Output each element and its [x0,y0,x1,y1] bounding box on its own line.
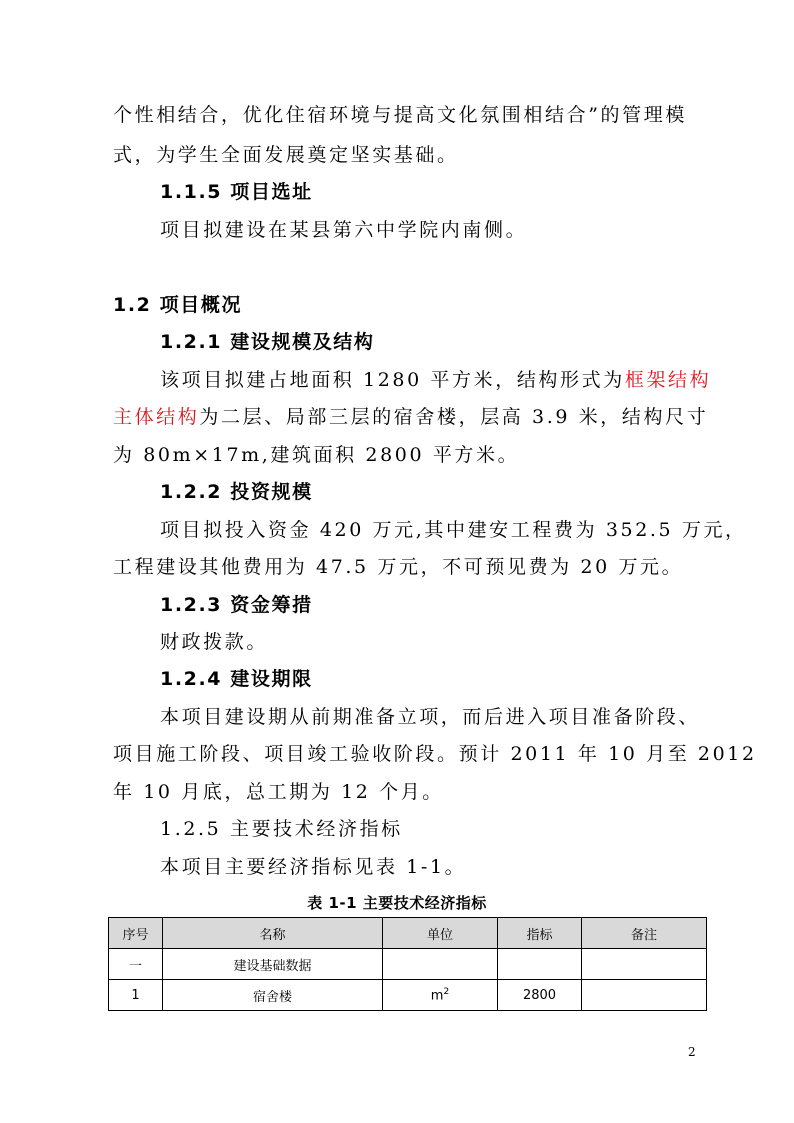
column-header: 序号 [109,918,163,949]
table-header-row [109,918,707,949]
body-text: 个性相结合，优化住宿环境与提高文化氛围相结合”的管理模 [113,104,687,126]
table-caption: 表 1-1 主要技术经济指标 [307,894,487,912]
body-text: 本项目主要经济指标见表 1-1。 [160,856,467,878]
table-row [109,949,707,980]
body-text: 式，为学生全面发展奠定坚实基础。 [113,144,459,166]
table-cell: 一 [109,949,163,980]
section-heading: 1.2.5 主要技术经济指标 [160,818,403,840]
body-text: 为 80m×17m,建筑面积 2800 平方米。 [113,444,520,466]
body-text: 年 10 月底，总工期为 12 个月。 [113,781,444,803]
highlighted-text: 框架结构 [624,369,712,391]
body-text: 财政拨款。 [160,631,269,653]
section-heading: 1.2.4 建设期限 [160,668,313,690]
body-text [113,405,709,429]
body-text-segment: 该项目拟建占地面积 1280 平方米，结构形式为 [160,369,625,391]
section-heading: 1.2 项目概况 [113,294,243,316]
unit-text: m [430,988,444,1004]
highlighted-text: 主体结构 [113,406,200,428]
column-header: 指标 [498,918,582,949]
section-heading: 1.2.2 投资规模 [160,481,313,503]
table-cell [383,949,498,980]
page-number: 2 [688,1045,696,1059]
body-text [160,368,712,392]
column-header: 单位 [383,918,498,949]
table-cell: 2800 [498,980,582,1011]
section-heading: 1.2.3 资金筹措 [160,594,313,616]
table-cell: 建设基础数据 [163,949,383,980]
indicators-table [108,917,707,1011]
body-text: 项目施工阶段、项目竣工验收阶段。预计 2011 年 10 月至 2012 [113,743,757,765]
section-heading: 1.1.5 项目选址 [160,181,313,203]
column-header: 名称 [163,918,383,949]
table-row [109,980,707,1011]
body-text: 工程建设其他费用为 47.5 万元，不可预见费为 20 万元。 [113,556,684,578]
column-header: 备注 [582,918,707,949]
table-cell [582,949,707,980]
body-text: 项目拟投入资金 420 万元,其中建安工程费为 352.5 万元， [160,519,747,541]
table-cell [383,980,498,1011]
body-text-segment: 为二层、局部三层的宿舍楼，层高 3.9 米，结构尺寸 [199,406,709,428]
table-cell: 宿舍楼 [163,980,383,1011]
unit-superscript: 2 [443,986,450,997]
table-cell: 1 [109,980,163,1011]
body-text: 项目拟建设在某县第六中学院内南侧。 [160,219,528,241]
table-cell [498,949,582,980]
table-cell [582,980,707,1011]
body-text: 本项目建设期从前期准备立项，而后进入项目准备阶段、 [160,706,701,728]
section-heading: 1.2.1 建设规模及结构 [160,331,375,353]
